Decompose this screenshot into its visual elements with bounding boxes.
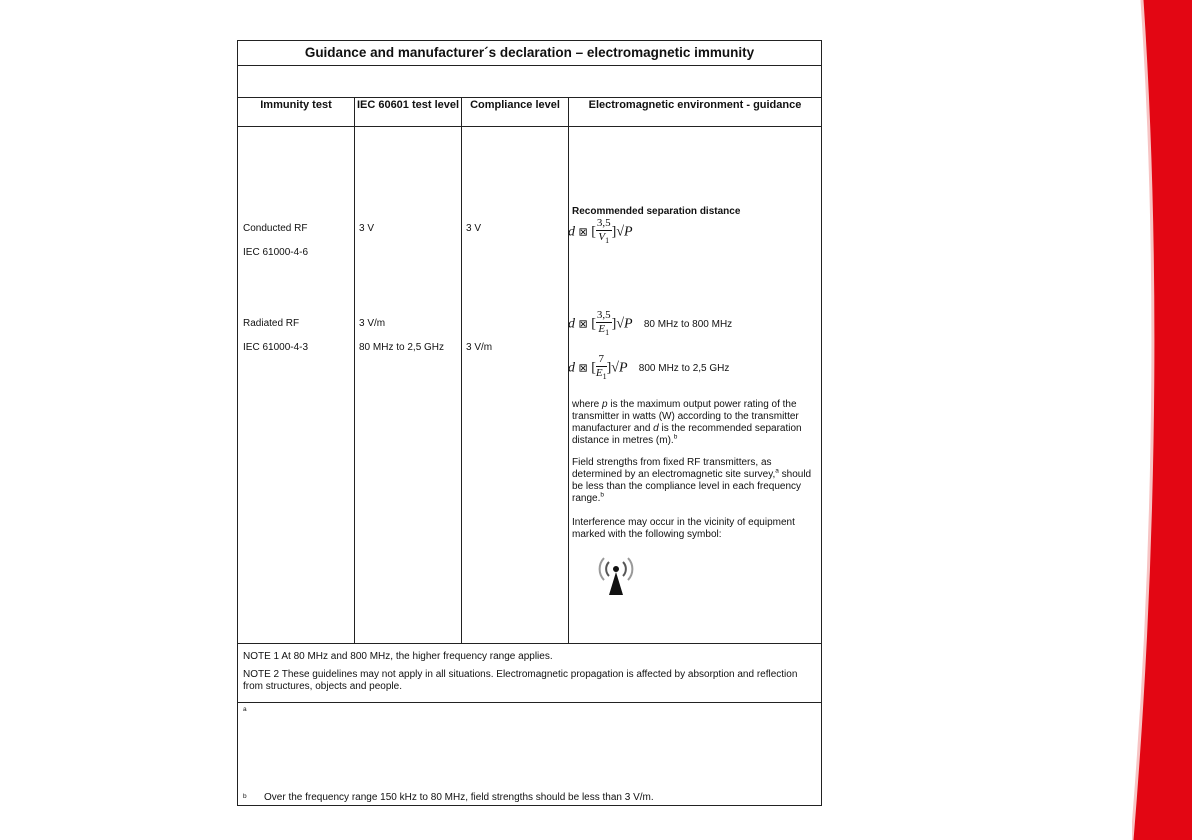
para1-text-b: is the maximum output power rating of the transmitter in watts (W) according to the transmitter manufacturer and bbox=[572, 399, 799, 434]
formula-approx: ⊠ bbox=[578, 362, 588, 375]
emc-immunity-table bbox=[237, 40, 822, 806]
formula-d: d bbox=[568, 224, 575, 240]
footnote-b-marker: b bbox=[243, 793, 247, 800]
note-2: NOTE 2 These guidelines may not apply in all situations. Electromagnetic propagation is affected by absorption and reflection from structures, objects and people. bbox=[243, 669, 798, 692]
para1-text-c: is the recommended separation distance in metres (m). bbox=[572, 423, 802, 446]
formula-subscript: 1 bbox=[605, 236, 610, 246]
para1-var-p: p bbox=[602, 399, 608, 410]
row-conducted-rf-standard: IEC 61000-4-6 bbox=[243, 247, 309, 258]
para2-superscript-a: a bbox=[775, 467, 779, 475]
formula-radiated-high bbox=[568, 353, 729, 383]
column-divider bbox=[461, 97, 462, 643]
table-header-row bbox=[238, 97, 821, 127]
formula-denominator: E bbox=[598, 323, 606, 335]
formula-subscript: 1 bbox=[605, 328, 610, 338]
header-guidance: Electromagnetic environment - guidance bbox=[588, 99, 802, 111]
formula-approx: ⊠ bbox=[578, 318, 588, 331]
radiated-test-range: 80 MHz to 2,5 GHz bbox=[359, 342, 445, 353]
radiated-compliance: 3 V/m bbox=[466, 342, 493, 353]
formula-conducted bbox=[568, 217, 633, 247]
para1-text-a: where bbox=[572, 399, 603, 410]
formula-bracket: ] bbox=[606, 360, 612, 376]
formula-numerator: 3,5 bbox=[596, 309, 611, 321]
guidance-heading: Recommended separation distance bbox=[572, 206, 741, 217]
formula-denominator: E bbox=[595, 367, 603, 379]
notes-section bbox=[238, 643, 821, 703]
formula-radiated-low bbox=[568, 309, 732, 339]
sqrt-sign: √ bbox=[616, 224, 624, 240]
formula-range-low: 80 MHz to 800 MHz bbox=[643, 319, 733, 331]
header-compliance-level: Compliance level bbox=[470, 99, 560, 111]
para2-superscript-b: b bbox=[600, 491, 604, 499]
formula-d: d bbox=[568, 360, 575, 376]
para2-text-a: Field strengths from fixed RF transmitters, as determined by an electromagnetic site survey, bbox=[572, 457, 776, 480]
table-title: Guidance and manufacturer´s declaration – electromagnetic immunity bbox=[238, 41, 821, 66]
guidance-paragraph-field bbox=[572, 457, 817, 505]
formula-subscript: 1 bbox=[602, 372, 607, 382]
header-iec-test-level: IEC 60601 test level bbox=[356, 99, 460, 111]
para1-superscript: b bbox=[673, 433, 678, 441]
formula-range-high: 800 MHz to 2,5 GHz bbox=[638, 363, 730, 375]
non-ionizing-radiation-icon bbox=[596, 553, 636, 600]
row-radiated-rf-standard: IEC 61000-4-3 bbox=[243, 342, 309, 353]
formula-bracket: ] bbox=[611, 316, 617, 332]
guidance-paragraph-symbol: Interference may occur in the vicinity of equipment marked with the following symbol: bbox=[572, 517, 795, 540]
row-radiated-rf-test: Radiated RF bbox=[243, 318, 300, 329]
formula-p: P bbox=[624, 316, 633, 332]
radiated-test-level: 3 V/m bbox=[359, 318, 386, 329]
header-immunity-test: Immunity test bbox=[260, 99, 332, 111]
formula-p: P bbox=[618, 360, 628, 376]
formula-denominator: V bbox=[598, 231, 606, 243]
guidance-paragraph-power bbox=[572, 399, 817, 447]
formula-numerator: 3,5 bbox=[596, 217, 611, 229]
conducted-compliance: 3 V bbox=[466, 223, 482, 234]
formula-p: P bbox=[624, 224, 633, 240]
formula-d: d bbox=[568, 316, 575, 332]
para2-text-b: should be less than the compliance level in each frequency range. bbox=[572, 469, 812, 504]
footnotes-section bbox=[238, 701, 821, 807]
formula-approx: ⊠ bbox=[578, 226, 588, 239]
sqrt-sign: √ bbox=[611, 360, 619, 376]
formula-bracket: [ bbox=[591, 360, 596, 376]
formula-bracket: [ bbox=[591, 224, 596, 240]
red-accent-band bbox=[1132, 0, 1192, 840]
row-conducted-rf-test: Conducted RF bbox=[243, 223, 308, 234]
note-1: NOTE 1 At 80 MHz and 800 MHz, the higher frequency range applies. bbox=[243, 651, 553, 662]
footnote-b-text: Over the frequency range 150 kHz to 80 MHz, field strengths should be less than 3 V/m. bbox=[264, 792, 654, 803]
sqrt-sign: √ bbox=[616, 316, 624, 332]
para1-var-d: d bbox=[653, 423, 659, 434]
conducted-test-level: 3 V bbox=[359, 223, 375, 234]
formula-bracket: [ bbox=[591, 316, 596, 332]
formula-numerator: 7 bbox=[596, 353, 607, 367]
column-divider bbox=[354, 97, 355, 643]
formula-bracket: ] bbox=[611, 224, 617, 240]
blank-row bbox=[238, 65, 821, 98]
footnote-a-marker: a bbox=[243, 706, 247, 713]
